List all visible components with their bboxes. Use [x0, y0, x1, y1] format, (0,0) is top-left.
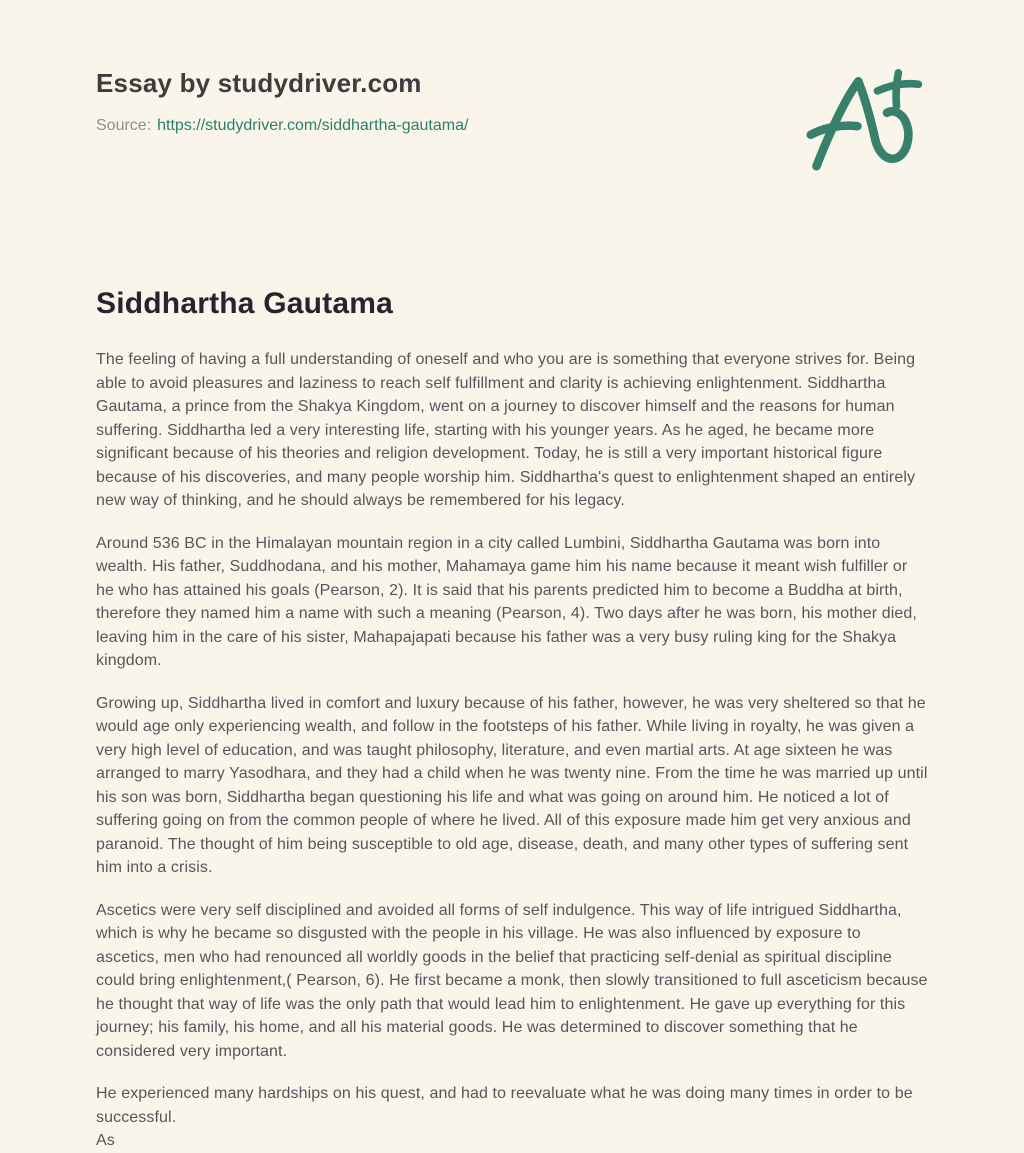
essay-paragraph: The feeling of having a full understanding of oneself and who you are is something that everyone strives for. Being able to avoid pleasures and laziness to reach self fulfillment and clarity is achieving enlightenment. Siddhartha Gautama, a prince from the Shakya Kingdom, went on a journey to discover himself and the reasons for human suffering. Siddhartha led a very interesting life, starting with his younger years. As he aged, he became more significant because of his theories and religion development. Today, he is still a very important historical figure because of his discoveries, and many people worship him. Siddhartha's quest to enlightenment shaped an entirely new way of thinking, and he should always be remembered for his legacy. [96, 351, 916, 509]
site-title: Essay by studydriver.com [96, 68, 422, 98]
essay-paragraph: Around 536 BC in the Himalayan mountain region in a city called Lumbini, Siddhartha Gautama was born into wealth. His father, Suddhodana, and his mother, Mahamaya game him his name because it meant wish fulfiller or he who has attained his goals (Pearson, 2). It is said that his parents predicted him to become a Buddha at birth, therefore they named him a name with such a meaning (Pearson, 4). Two days after he was born, his mother died, leaving him in the care of his sister, Mahapajapati because his father was a very busy ruling king for the Shakya kingdom. [96, 534, 917, 669]
essay-title: Siddhartha Gautama [96, 287, 393, 320]
essay-truncated-line: As [96, 1132, 115, 1149]
essay-paragraph: Ascetics were very self disciplined and avoided all forms of self indulgence. This way of life intrigued Siddhartha, which is why he became so disgusted with the people in his village. He was also influenced by exposure to ascetics, men who had renounced all worldly goods in the belief that practicing self-denial as spiritual discipline could bring enlightenment,( Pearson, 6). He first became a monk, then slowly transitioned to full asceticism because he thought that way of life was the only path that would lead him to enlightenment. He gave up everything for this journey; his family, his home, and all his material goods. He was determined to discover something that he considered very important. [96, 901, 928, 1060]
source-link[interactable]: https://studydriver.com/siddhartha-gautama/ [157, 117, 469, 135]
source-line [96, 115, 804, 137]
essay-paragraph: Growing up, Siddhartha lived in comfort and luxury because of his father, however, he was very sheltered so that he would age only experiencing wealth, and follow in the footsteps of his father. While living in royalty, he was given a very high level of education, and was taught philosophy, literature, and even martial arts. At age sixteen he was arranged to marry Yasodhara, and they had a child when he was twenty nine. From the time he was married up until his son was born, Siddhartha began questioning his life and what was going on around him. He noticed a lot of suffering going on from the common people of where he lived. All of this exposure made him get very anxious and paranoid. The thought of him being susceptible to old age, disease, death, and many other types of suffering sent him into a crisis. [96, 694, 928, 876]
document-header [96, 68, 928, 170]
a-plus-logo-icon [804, 70, 928, 170]
essay-paragraph-text: He experienced many hardships on his quest, and had to reevaluate what he was doing many times in order to be successful. [96, 1085, 913, 1126]
source-label: Source: [96, 117, 152, 135]
essay-paragraph-truncated [96, 1082, 928, 1153]
header-text-block [96, 68, 804, 137]
essay-body [96, 348, 928, 1153]
